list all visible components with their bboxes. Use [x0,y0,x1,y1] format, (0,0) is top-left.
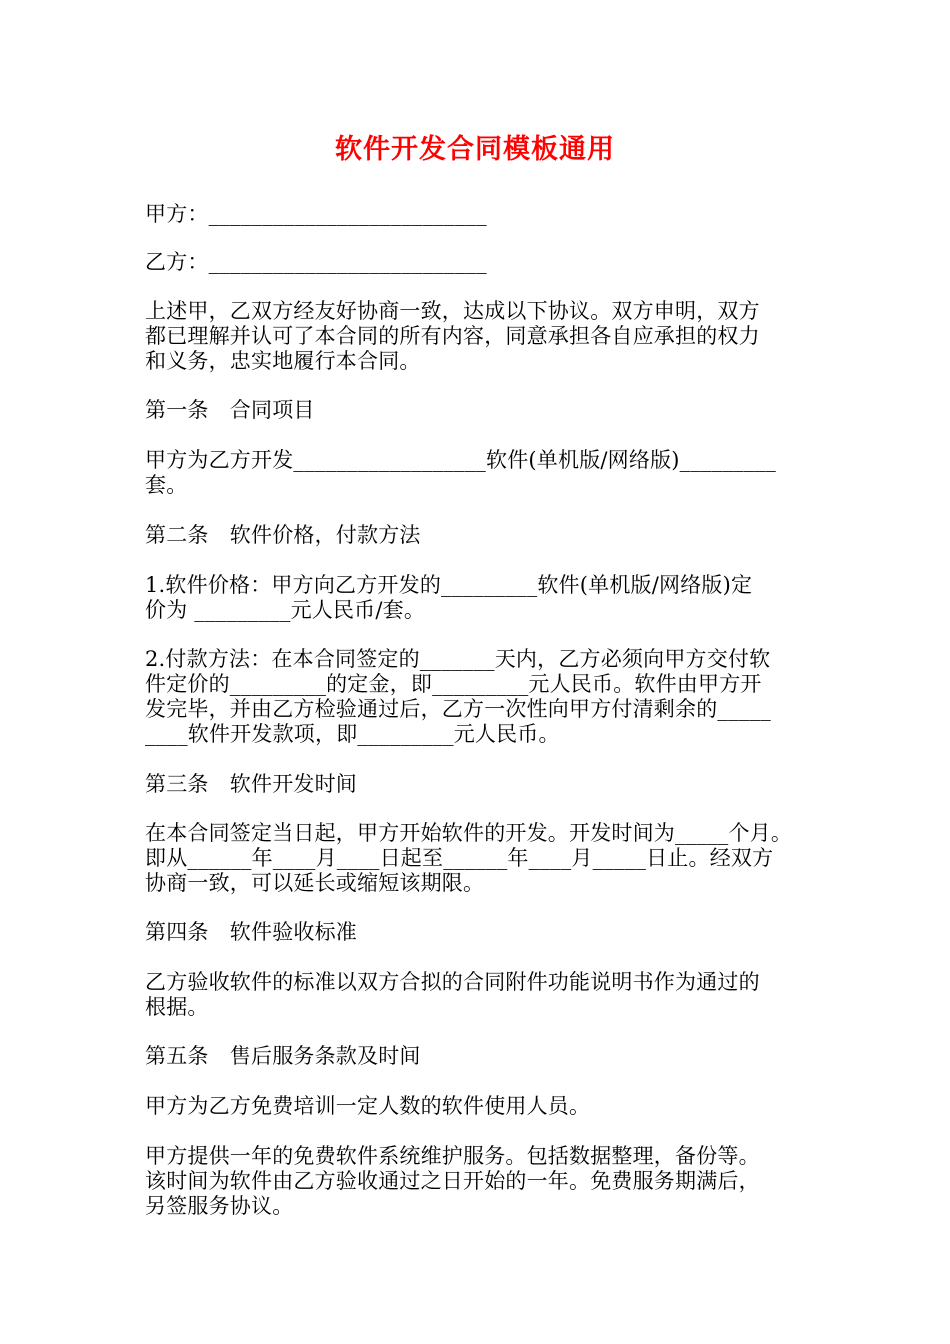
article-1-text: 甲方为乙方开发__________________软件(单机版/网络版)_________ 套。 [145,448,776,497]
article-2-price-text: 1.软件价格：甲方向乙方开发的_________软件(单机版/网络版)定 价为 _________元人民币/套。 [145,573,753,622]
article-5-heading: 第五条 售后服务条款及时间 [145,1044,421,1068]
article-2-payment-text: 2.付款方法：在本合同签定的_______天内，乙方必须向甲方交付软 件定价的_________的定金，即_________元人民币。软件由甲方开 发完毕，并由乙方检验通过后，乙方一次性向甲方付清剩余的_____ ____软件开发款项，即_________元人民币。 [145,647,771,746]
article-3-text: 在本合同签定当日起，甲方开始软件的开发。开发时间为_____个月。 即从______年____月____日起至______年____月_____日止。经双方 协商一致，可以延长或缩短该期限。 [145,821,793,895]
article-1-heading: 第一条 合同项目 [145,398,315,422]
article-3-heading: 第三条 软件开发时间 [145,772,357,796]
document-title: 软件开发合同模板通用 [335,134,615,165]
article-2-heading: 第二条 软件价格，付款方法 [145,523,421,547]
article-4-heading: 第四条 软件验收标准 [145,920,357,944]
party-a-line: 甲方：__________________________ [145,202,487,226]
article-5-maintenance-text: 甲方提供一年的免费软件系统维护服务。包括数据整理，备份等。 该时间为软件由乙方验收通过之日开始的一年。免费服务期满后， 另签服务协议。 [145,1144,760,1218]
preamble-paragraph: 上述甲，乙双方经友好协商一致，达成以下协议。双方申明，双方 都已理解并认可了本合同的所有内容，同意承担各自应承担的权力 和义务，忠实地履行本合同。 [145,299,760,373]
party-b-line: 乙方：__________________________ [145,250,487,274]
article-5-training-text: 甲方为乙方免费培训一定人数的软件使用人员。 [145,1094,591,1118]
article-4-text: 乙方验收软件的标准以双方合拟的合同附件功能说明书作为通过的 根据。 [145,970,760,1019]
